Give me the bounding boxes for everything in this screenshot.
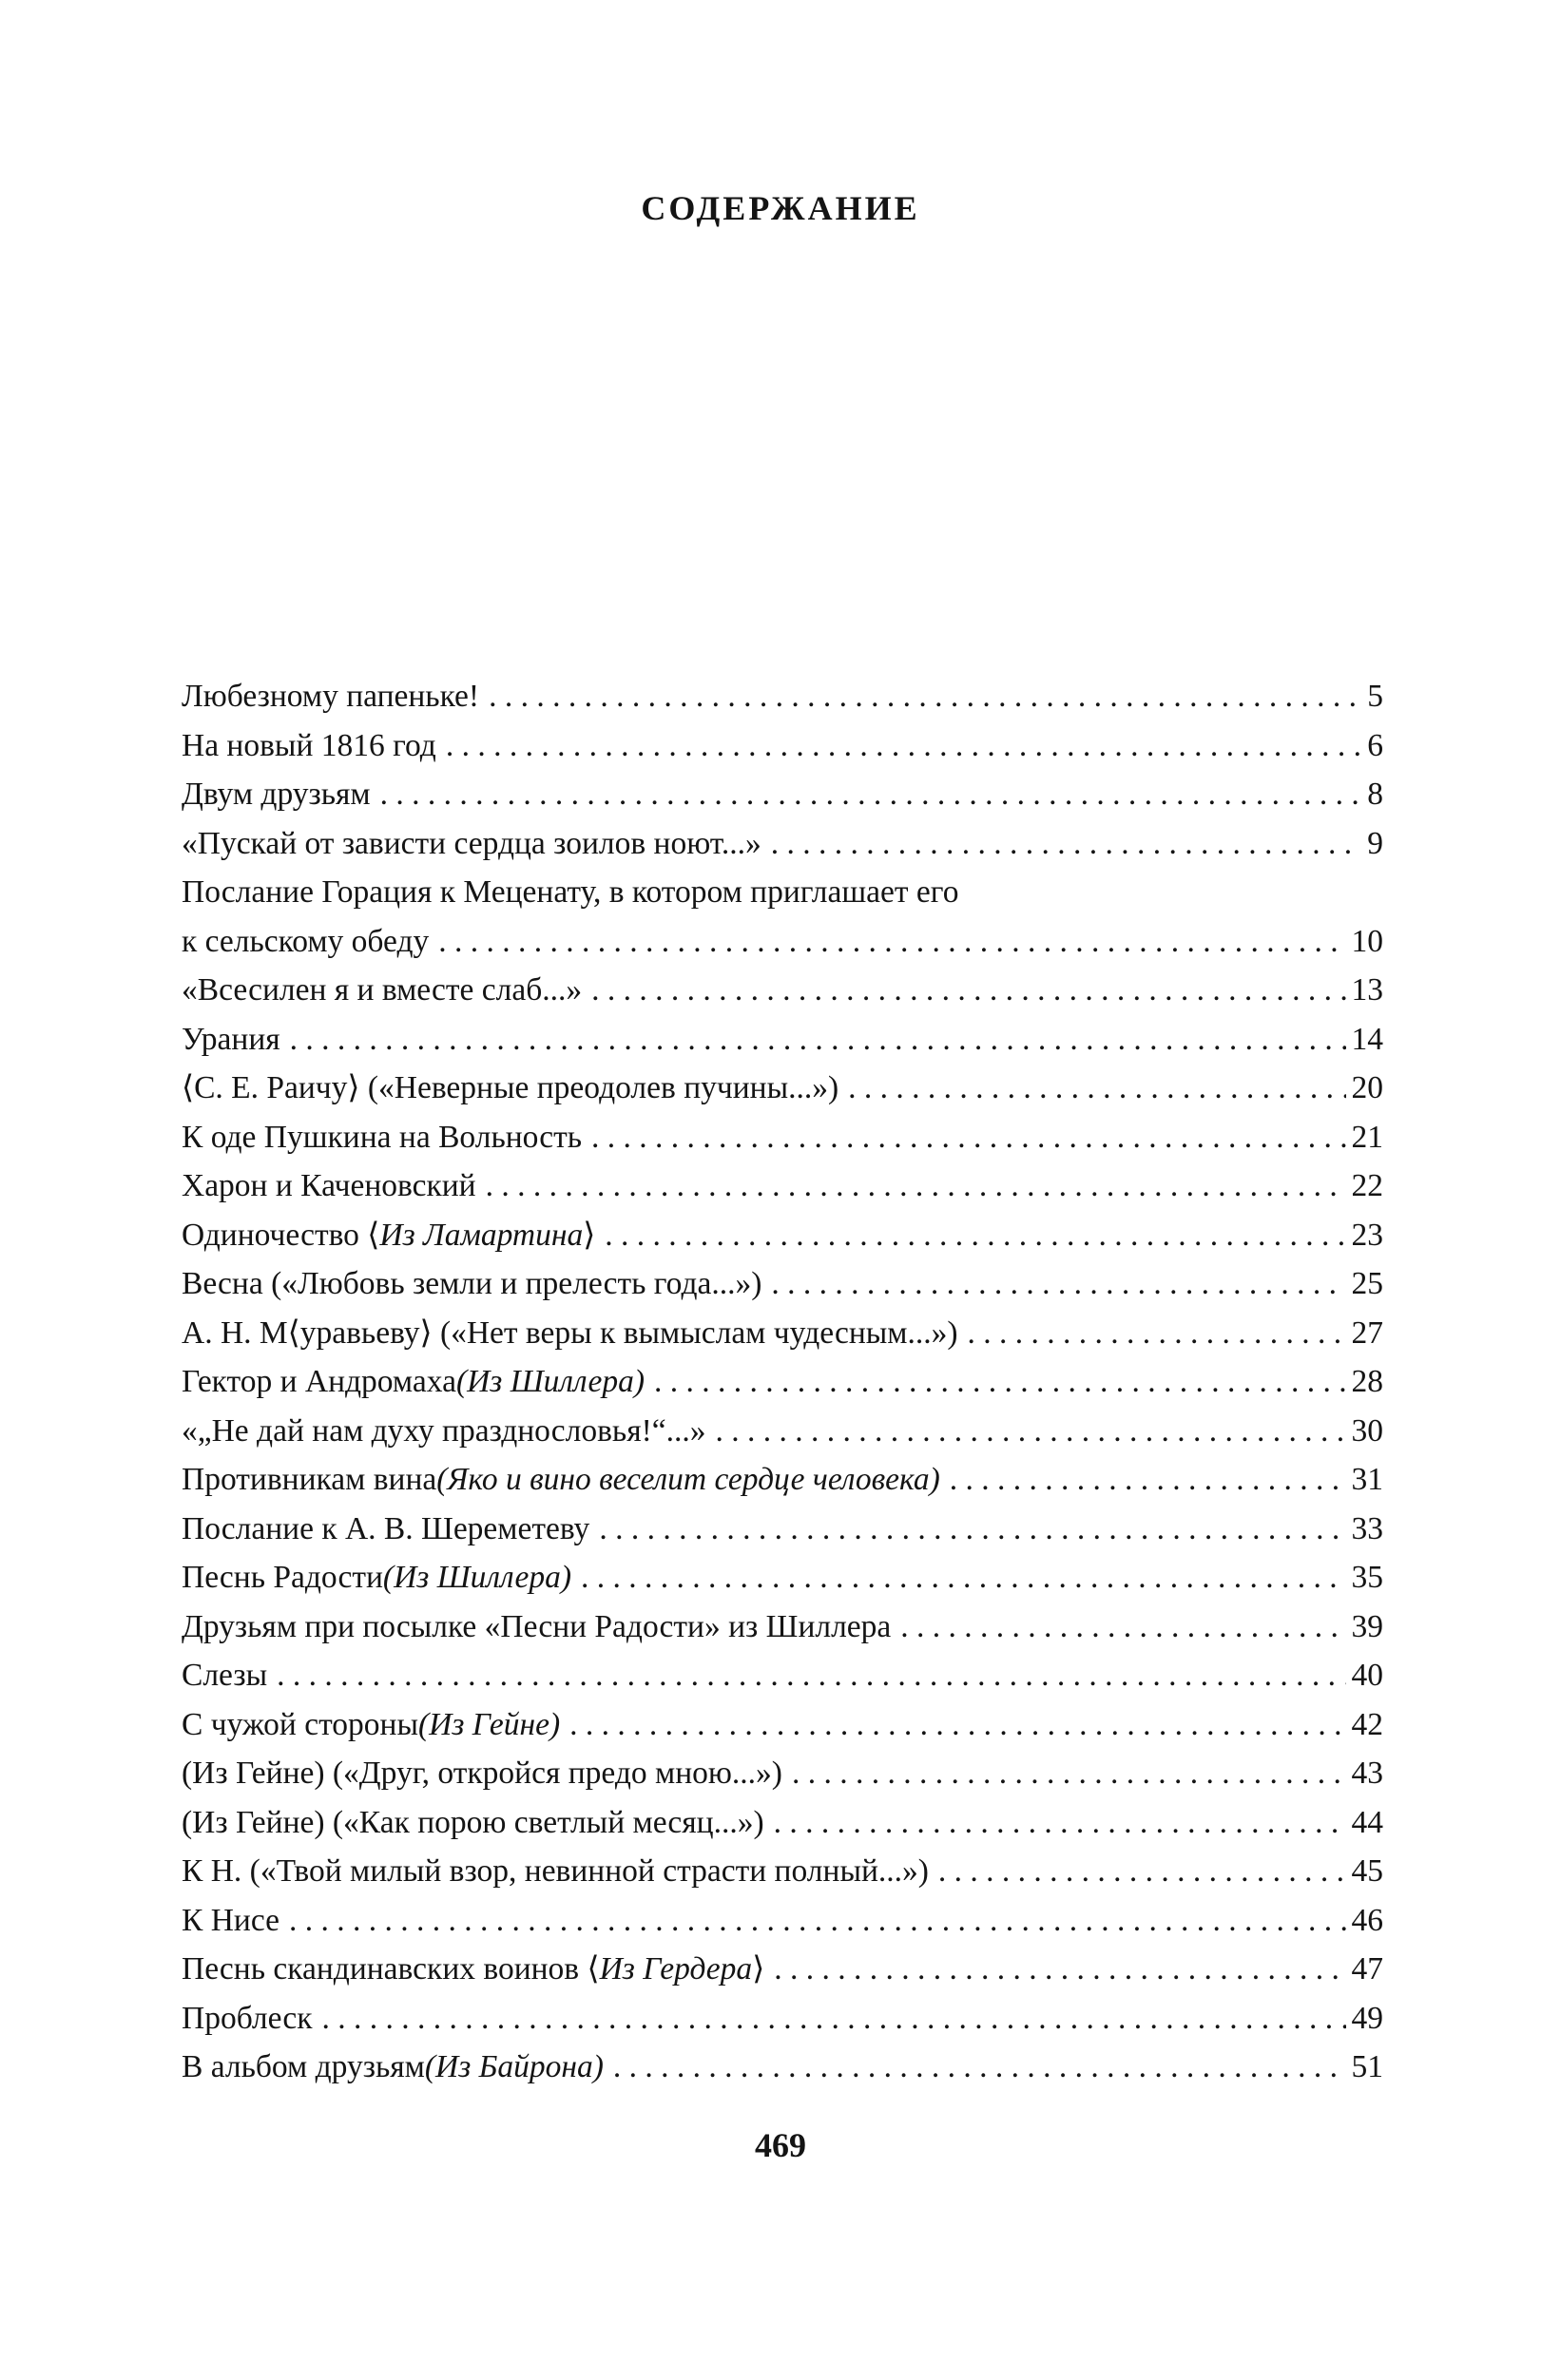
dot-leader [591,966,1345,1015]
toc-entry [182,1847,1383,1896]
dot-leader [599,1505,1345,1554]
toc-entry [182,672,1383,721]
toc-entry-page-number: 45 [1351,1853,1383,1889]
dot-leader [446,721,1361,771]
toc-entry-title: С чужой стороны [182,1706,418,1742]
toc-entry-page-number: 33 [1351,1510,1383,1546]
toc-entry-title: «Пускай от зависти сердца зоилов ноют...» [182,825,761,861]
toc-entry-title: (Яко и вино веселит сердце человека) [436,1462,940,1497]
toc-entry-title: Весна («Любовь земли и прелесть года...») [182,1266,762,1301]
toc-entry [182,1896,1383,1946]
toc-entry [182,1651,1383,1700]
toc-entry-title: ⟩ [583,1217,596,1253]
toc-entry-title: к сельскому обеду [182,923,430,959]
toc-entry-title: Противникам вина [182,1462,437,1497]
dot-leader [289,1896,1346,1946]
toc-entry-page-number: 35 [1351,1560,1383,1595]
toc-entry-title-line: Послание Горация к Меценату, в котором приглашает его [182,874,959,910]
toc-entry [182,1357,1383,1407]
toc-entry [182,1945,1383,1994]
dot-leader [716,1407,1346,1456]
toc-entry-title: Песнь Радости [182,1560,383,1595]
toc-entry-page-number: 43 [1351,1756,1383,1791]
toc-entry-page-number: 8 [1367,777,1383,812]
toc-entry-page-number: 9 [1367,825,1383,861]
toc-entry-title: (Из Гейне) [418,1706,561,1742]
toc-entry [182,1407,1383,1456]
dot-leader [605,1211,1345,1260]
toc-entry-page-number: 28 [1351,1364,1383,1399]
toc-entry-title: ⟩ [752,1951,765,1987]
dot-leader [380,770,1362,819]
dot-leader [950,1455,1346,1505]
toc-entry-title: Любезному папеньке! [182,679,480,714]
toc-entry-title: Послание к А. В. Шереметеву [182,1510,590,1546]
toc-entry-page-number: 13 [1351,972,1383,1008]
toc-entry-page-number: 31 [1351,1462,1383,1497]
dot-leader [489,672,1361,721]
toc-entry-title: (Из Гейне) («Как порою светлый месяц...») [182,1804,764,1840]
toc-entry [182,819,1383,869]
toc-entry [182,1113,1383,1162]
toc-entry-page-number: 39 [1351,1608,1383,1644]
toc-entry-page-number: 30 [1351,1412,1383,1449]
toc-entry-title: Друзьям при посылке «Песни Радости» из Шиллера [182,1608,892,1644]
toc-entry [182,1309,1383,1358]
toc-entry [182,966,1383,1015]
page-number: 469 [755,2126,806,2164]
toc-entry-title: Из Гердера [599,1951,753,1987]
toc-entry-title: Харон и Каченовский [182,1168,476,1203]
dot-leader [938,1847,1346,1896]
toc-entry-title: Проблеск [182,2000,313,2036]
toc-entry [182,1798,1383,1848]
toc-entry-title: Гектор и Андромаха [182,1364,456,1399]
toc-entry [182,868,1383,966]
toc-entry-title: К Н. («Твой милый взор, невинной страсти полный...») [182,1853,929,1889]
toc-entry-page-number: 47 [1351,1951,1383,1987]
toc-entry-title: Одиночество ⟨ [182,1217,380,1253]
dot-leader [438,917,1345,967]
toc-entry-title: Из Ламартина [379,1217,584,1253]
toc-entry [182,721,1383,771]
toc-entry-title: «Всесилен я и вместе слаб...» [182,972,583,1008]
dot-leader [771,819,1361,869]
dot-leader [591,1113,1345,1162]
toc-entry-title: А. Н. М⟨уравьеву⟩ («Нет веры к вымыслам чудесным...») [182,1315,958,1351]
toc-entry-title: Слезы [182,1658,268,1693]
toc-entry-title: (Из Байрона) [424,2049,604,2084]
toc-entry [182,1259,1383,1309]
dot-leader [654,1357,1346,1407]
toc-entry [182,1211,1383,1260]
toc-entry-page-number: 22 [1351,1168,1383,1203]
toc-entry [182,770,1383,819]
toc-entry [182,1553,1383,1603]
toc-entry-title: (Из Шиллера) [382,1560,571,1595]
dot-leader [569,1700,1345,1750]
toc-entry-title: Двум друзьям [182,777,371,812]
dot-leader [290,1015,1346,1065]
dot-leader [321,1994,1345,2044]
toc-entry [182,1505,1383,1554]
toc-entry-page-number: 46 [1351,1902,1383,1938]
toc-entry-page-number: 44 [1351,1804,1383,1840]
toc-entry [182,1994,1383,2044]
toc-entry [182,1455,1383,1505]
dot-leader [968,1309,1346,1358]
toc-entry-page-number: 42 [1351,1706,1383,1742]
dot-leader [613,2043,1346,2092]
toc-entry-title: В альбом друзьям [182,2049,425,2084]
dot-leader [774,1798,1346,1848]
toc-entry-title: К оде Пушкина на Вольность [182,1119,583,1155]
dot-leader [900,1603,1345,1652]
dot-leader [792,1749,1346,1798]
toc-entry-page-number: 21 [1351,1119,1383,1155]
toc-entry-title: К Нисе [182,1902,279,1938]
dot-leader [774,1945,1345,1994]
toc-entry-page-number: 27 [1351,1315,1383,1351]
toc-entry-page-number: 51 [1351,2049,1383,2084]
toc-entry-page-number: 10 [1351,923,1383,959]
toc-entry-title: Песнь скандинавских воинов ⟨ [182,1951,600,1987]
toc-entry-page-number: 49 [1351,2000,1383,2036]
toc-entry-title: ⟨С. Е. Раичу⟩ («Неверные преодолев пучины...») [182,1070,839,1105]
toc-entry [182,1015,1383,1065]
dot-leader [486,1161,1346,1211]
toc-entry-page-number: 6 [1367,727,1383,763]
toc-entry [182,1749,1383,1798]
toc-entry-title: На новый 1816 год [182,727,436,763]
table-of-contents [182,672,1383,2092]
toc-entry [182,1064,1383,1113]
dot-leader [848,1064,1345,1113]
toc-entry-title: «„Не дай нам духу празднословья!“...» [182,1412,706,1449]
dot-leader [277,1651,1345,1700]
dot-leader [581,1553,1346,1603]
toc-entry-page-number: 14 [1351,1021,1383,1057]
toc-entry-title: Урания [182,1021,280,1057]
toc-entry-page-number: 23 [1351,1217,1383,1253]
toc-entry-page-number: 25 [1351,1266,1383,1301]
toc-entry [182,2043,1383,2092]
toc-entry-title: (Из Шиллера) [455,1364,645,1399]
toc-entry [182,1603,1383,1652]
toc-entry-page-number: 20 [1351,1070,1383,1105]
toc-entry-title: (Из Гейне) («Друг, откройся предо мною...») [182,1756,782,1791]
page-title: СОДЕРЖАНИЕ [641,189,920,227]
toc-entry [182,1161,1383,1211]
toc-entry [182,1700,1383,1750]
dot-leader [771,1259,1345,1309]
toc-entry-page-number: 5 [1367,679,1383,714]
toc-entry-page-number: 40 [1351,1658,1383,1693]
